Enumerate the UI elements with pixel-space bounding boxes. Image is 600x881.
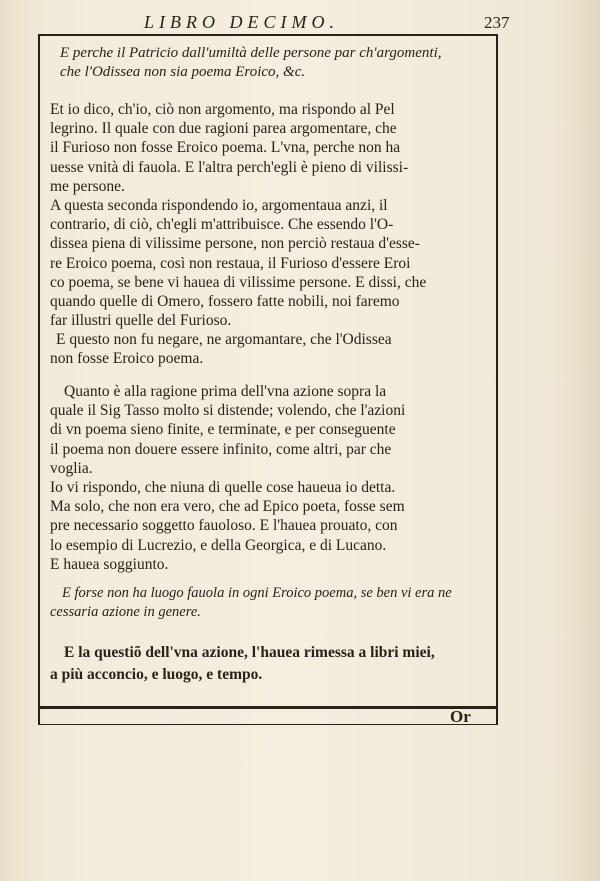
text-line: lo esempio di Lucrezio, e della Georgica, e di Lucano. (50, 536, 387, 554)
heading-line: che l'Odissea non sia poema Eroico, &c. (60, 64, 306, 81)
section-heading-2 (50, 584, 488, 622)
text-line: co poema, se bene vi hauea di vilissime persone. E dissi, che (50, 273, 427, 291)
running-title: LIBRO DECIMO. (144, 12, 339, 32)
text-line: quando quelle di Omero, fossero fatte nobili, noi faremo (50, 293, 400, 311)
text-line: di vn poema sieno finite, e terminate, e per conseguente (50, 421, 396, 439)
heading-line: cessaria azione in genere. (50, 604, 201, 621)
text-line: E hauea soggiunto. (50, 555, 169, 573)
text-line: E questo non fu negare, ne argomantare, che l'Odissea (56, 331, 392, 348)
text-line: pre necessario soggetto fauoloso. E l'hauea prouato, con (50, 517, 398, 535)
bottom-rule-thin (38, 724, 498, 725)
heading-line: E perche il Patricio dall'umiltà delle persone par ch'argomenti, (60, 45, 442, 61)
text-line: A questa seconda rispondendo io, argomentaua anzi, il (50, 197, 388, 214)
paragraph (50, 642, 488, 686)
text-line: far illustri quelle del Furioso. (50, 312, 232, 330)
paragraph (50, 478, 488, 574)
page-number: 237 (484, 13, 510, 32)
text-line: contrario, di ciò, ch'egli m'attribuisce. Che essendo l'O- (50, 216, 394, 234)
text-line: uesse vnità di fauola. E l'altra perch'egli è pieno di vilissi- (50, 158, 409, 176)
text-line: Quanto è alla ragione prima dell'vna azione sopra la (64, 383, 387, 400)
text-line: Io vi rispondo, che niuna di quelle cose haueua io detta. (50, 479, 396, 496)
text-line: voglia. (50, 459, 93, 477)
text-line: non fosse Eroico poema. (50, 350, 204, 368)
text-line: E la questiõ dell'vna azione, l'hauea rimessa a libri miei, (64, 644, 435, 661)
text-line: dissea piena di vilissime persone, non perciò restaua d'esse- (50, 235, 420, 253)
paragraph (50, 100, 488, 196)
paragraph (50, 330, 488, 368)
text-line: Ma solo, che non era vero, che ad Epico poeta, fosse sem (50, 498, 405, 516)
heading-line: E forse non ha luogo fauola in ogni Eroico poema, se ben vi era ne (62, 585, 452, 601)
text-line: Et io dico, ch'io, ciò non argomento, ma rispondo al Pel (50, 101, 395, 118)
bottom-rule (38, 706, 498, 709)
paragraph (50, 196, 488, 330)
text-line: quale il Sig Tasso molto si distende; volendo, che l'azioni (50, 402, 406, 420)
text-line: il poema non douere essere infinito, come altri, par che (50, 440, 392, 458)
catchword: Or (450, 707, 471, 726)
section-heading-1 (50, 44, 488, 82)
text-line: il Furioso non fosse Eroico poema. L'vna, perche non ha (50, 139, 401, 157)
paragraph (50, 382, 488, 478)
text-line: legrino. Il quale con due ragioni parea argomentare, che (50, 120, 397, 138)
top-rule (38, 34, 498, 36)
text-line: re Eroico poema, così non restaua, il Furioso d'essere Eroi (50, 254, 411, 272)
text-line: me persone. (50, 177, 125, 195)
text-line: a più acconcio, e luogo, e tempo. (50, 666, 263, 683)
